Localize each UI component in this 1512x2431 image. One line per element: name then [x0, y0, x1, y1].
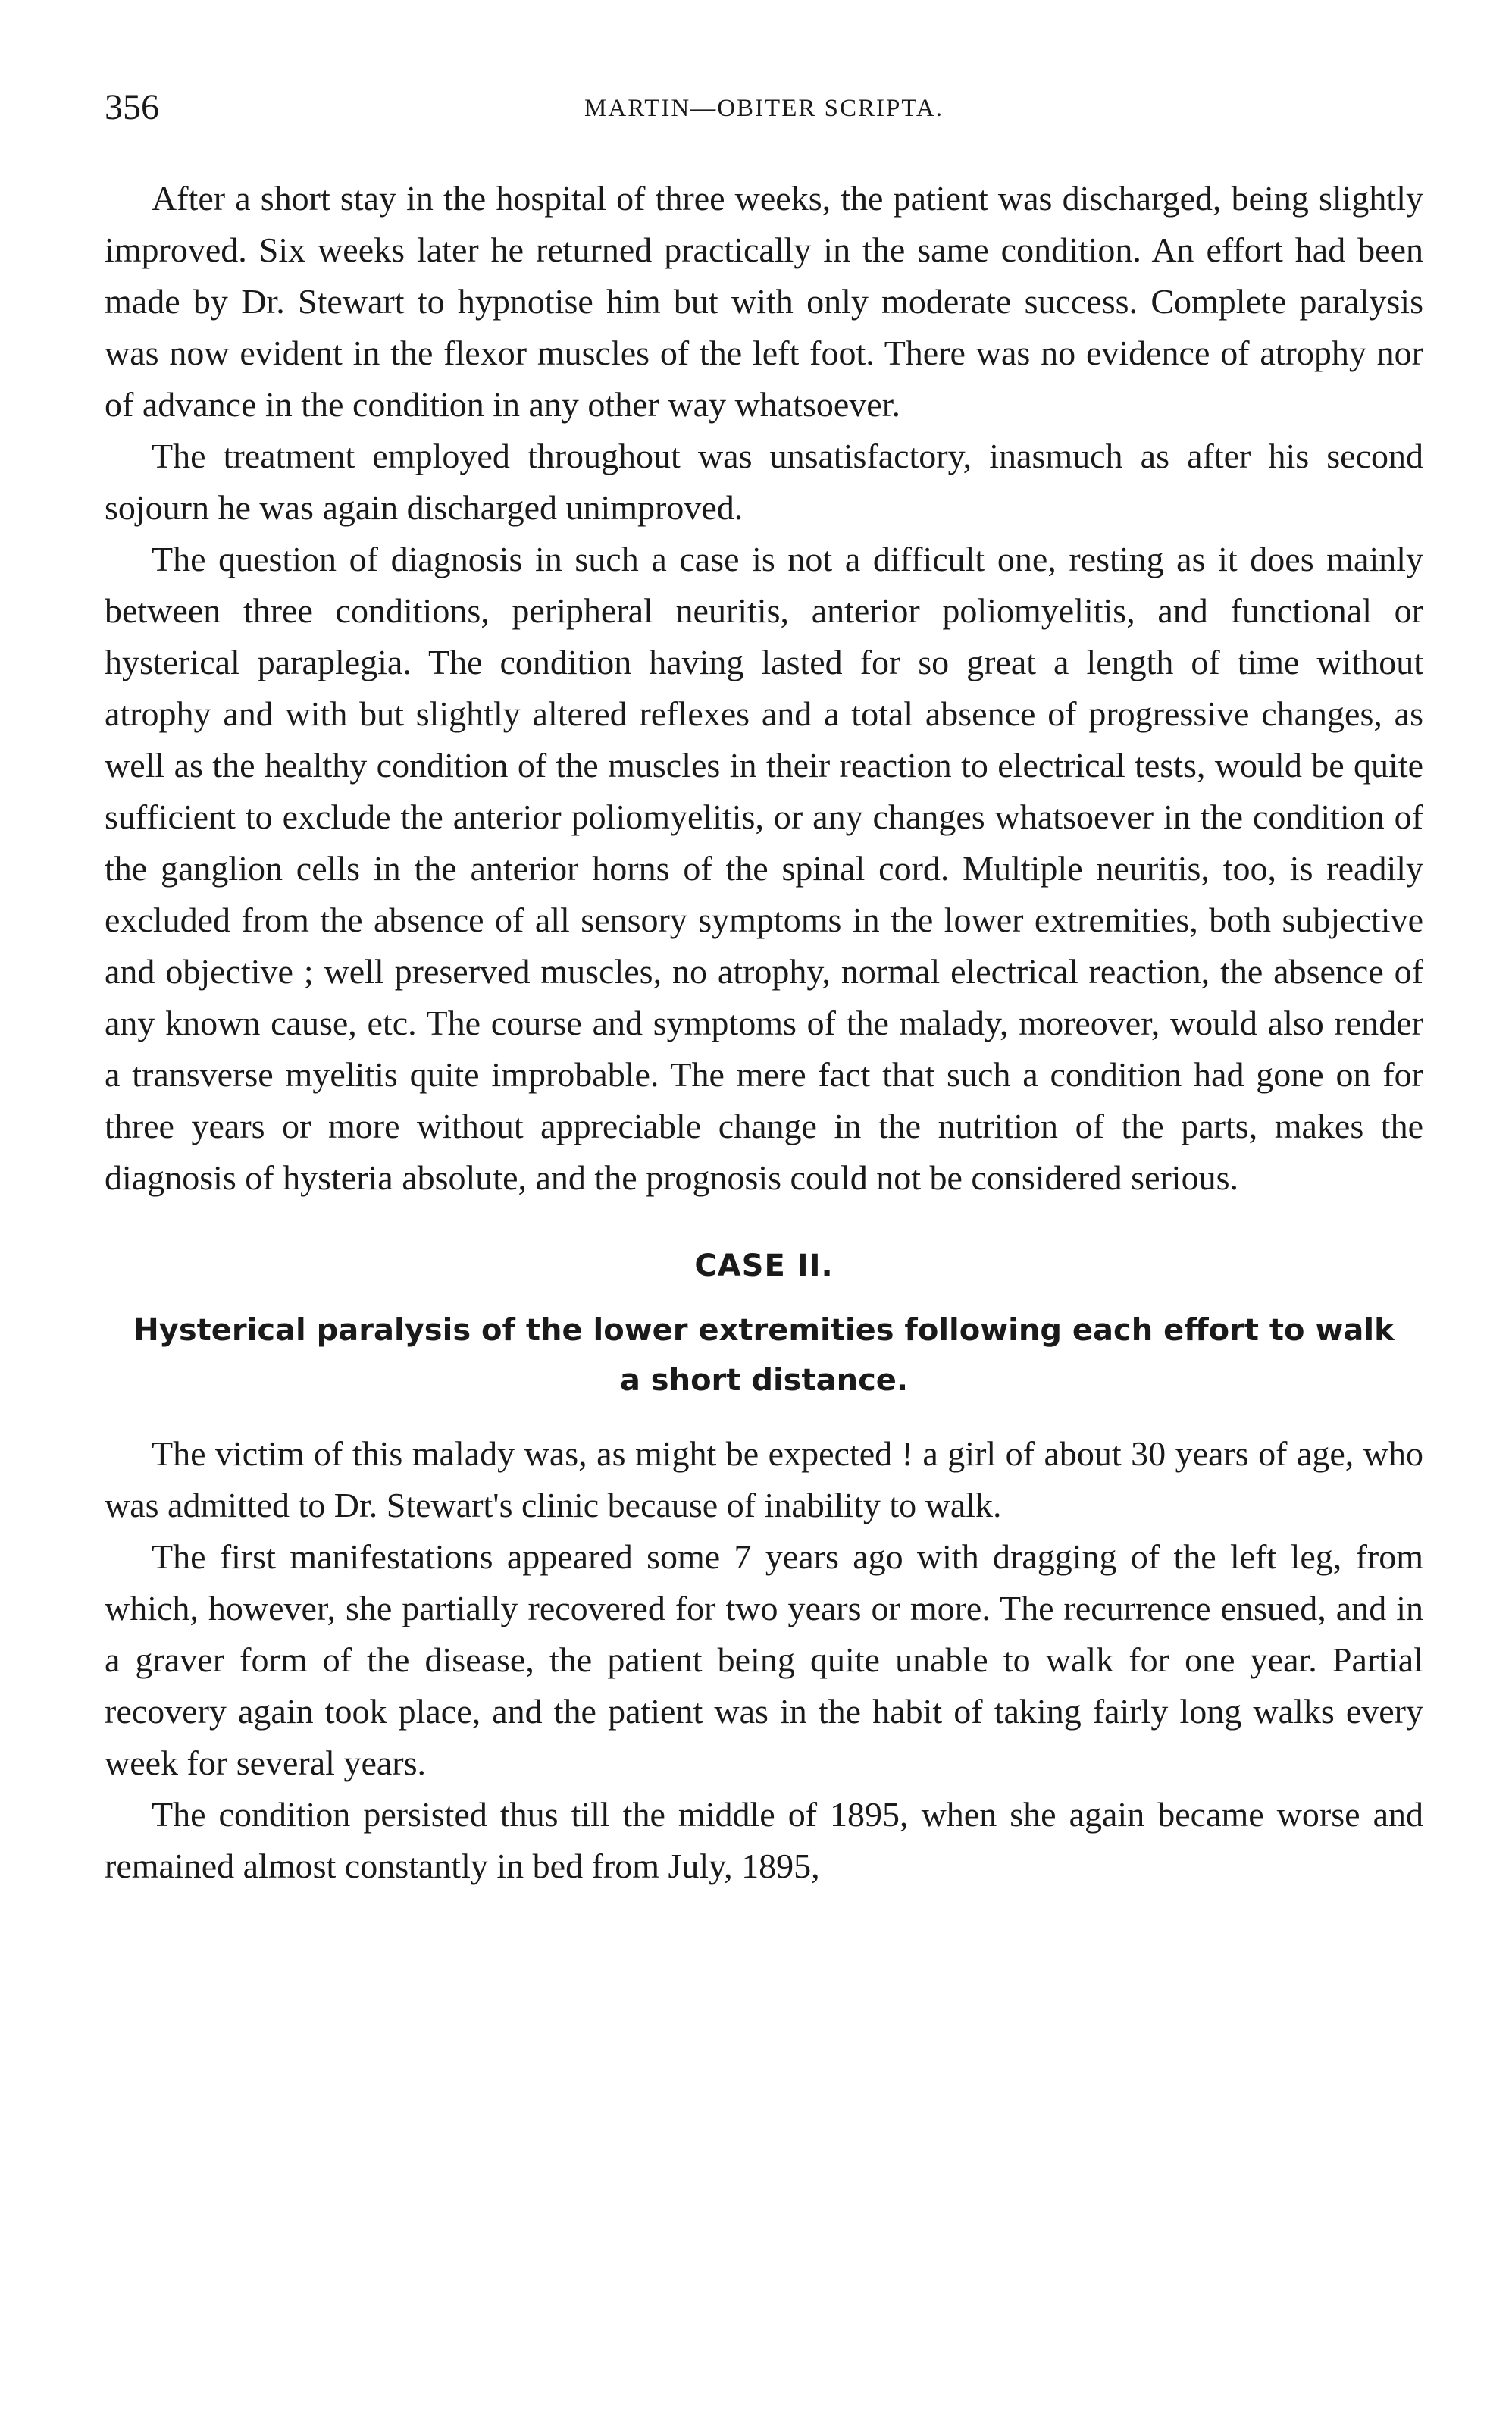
paragraph-manifestations: The first manifestations appeared some 7 years ago with dragging of the left leg, from which, however, she partially recovered for two years or more. The recurrence ensued, and in a graver form of the disease, the patient being quite unable to walk for one year. Partial recovery again took place, and the patient was in the habit of taking fairly long walks every week for several years. — [105, 1537, 1423, 1782]
case-heading: CASE II. — [694, 1248, 834, 1283]
paragraph-discharge: After a short stay in the hospital of three weeks, the patient was discharged, being slightly improved. Six weeks later he returned practically in the same condition. An effort had been made by Dr. Stewart to hypnotise him but with only moderate success. Complete paralysis was now evident in the flexor muscles of the left foot. There was no evidence of atrophy nor of advance in the condition in any other way whatsoever. — [105, 179, 1423, 424]
paragraph-treatment: The treatment employed throughout was unsatisfactory, inasmuch as after his second sojourn he was again discharged unimproved. — [105, 437, 1423, 527]
running-head — [105, 85, 1423, 130]
paragraph-diagnosis: The question of diagnosis in such a case is not a difficult one, resting as it does mainly between three conditions, peripheral neuritis, anterior poliomyelitis, and functional or hysterical paraplegia. The condition having lasted for so great a length of time without atrophy and with but slightly altered reflexes and a total absence of progressive changes, as well as the healthy condition of the muscles in their reaction to electrical tests, would be quite sufficient to exclude the anterior poliomyelitis, or any changes whatsoever in the condition of the ganglion cells in the anterior horns of the spinal cord. Multiple neuritis, too, is readily excluded from the absence of all sensory symptoms in the lower extremities, both subjective and objective ; well preserved muscles, no atrophy, normal electrical reaction, the absence of any known cause, etc. The course and symptoms of the malady, moreover, would also render a transverse myelitis quite improbable. The mere fact that such a condition had gone on for three years or more without appreciable change in the nutrition of the parts, makes the diagnosis of hysteria absolute, and the prognosis could not be considered serious. — [105, 540, 1423, 1197]
running-title: MARTIN—OBITER SCRIPTA. — [584, 95, 944, 122]
paragraph-victim: The victim of this malady was, as might be expected ! a girl of about 30 years of age, who was admitted to Dr. Stewart's clinic because of inability to walk. — [105, 1434, 1423, 1524]
paragraph-condition: The condition persisted thus till the middle of 1895, when she again became worse and remained almost constantly in bed from July, 1895, — [105, 1795, 1423, 1885]
body-text — [105, 173, 1423, 1892]
page-number: 356 — [105, 87, 159, 127]
case-subtitle: Hysterical paralysis of the lower extremities following each effort to walk a short distance. — [133, 1313, 1395, 1398]
